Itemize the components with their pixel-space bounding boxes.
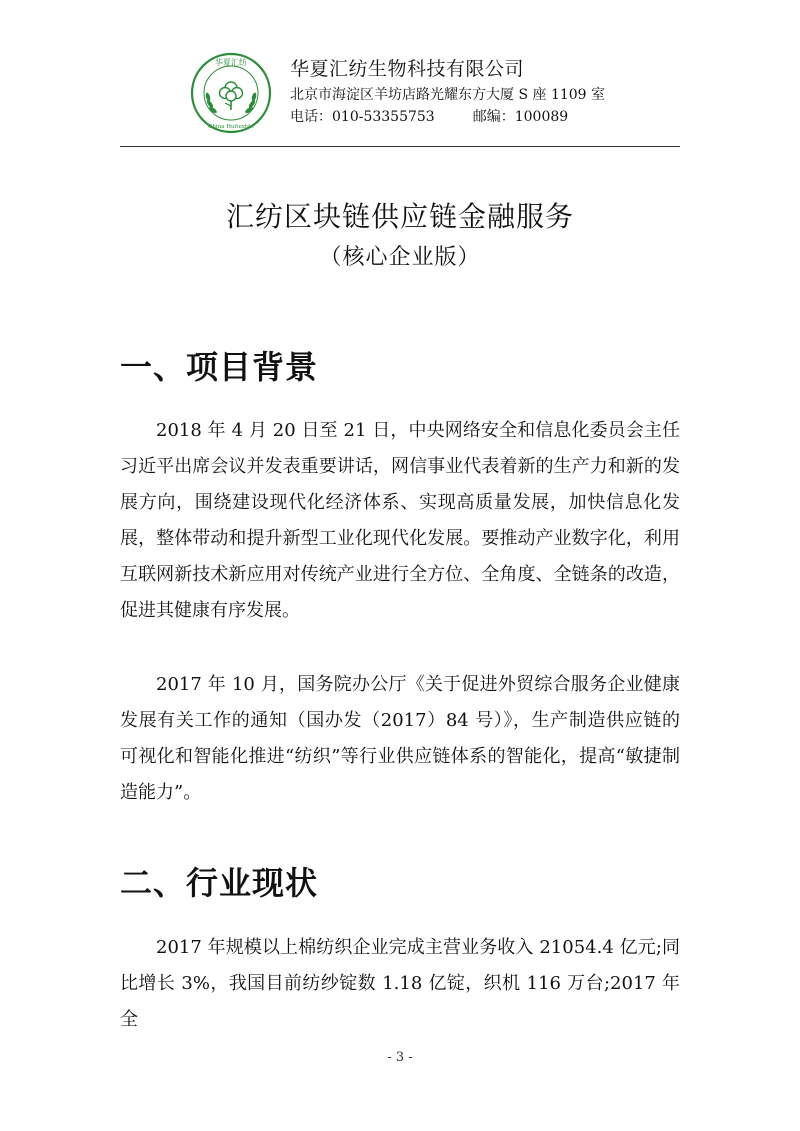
paragraph-industry-status-1: 2017 年规模以上棉纺织企业完成主营业务收入 21054.4 亿元;同比增长 3%，我国目前纺纱锭数 1.18 亿锭，织机 116 万台;2017 年全 bbox=[120, 937, 680, 1030]
section-heading-industry-status: 二、行业现状 bbox=[120, 864, 319, 902]
paragraph-background-2: 2017 年 10 月，国务院办公厅《关于促进外贸综合服务企业健康发展有关工作的通知（国办发（2017）84 号）》，生产制造供应链的可视化和智能化推进“纺织”等行业供应链体系的智能化，提高“敏捷制造能力”。 bbox=[120, 674, 680, 803]
company-contact bbox=[290, 110, 605, 124]
document-title: 汇纺区块链供应链金融服务 bbox=[225, 200, 574, 233]
logo-text-bottom: China Huitextile bbox=[208, 124, 254, 130]
document-subtitle: （核心企业版） bbox=[319, 245, 481, 270]
company-name: 华夏汇纺生物科技有限公司 bbox=[290, 58, 525, 80]
company-phone: 电话：010-53355753 bbox=[290, 109, 435, 125]
letterhead bbox=[290, 60, 605, 124]
logo-text-top: 华夏汇纺 bbox=[215, 58, 247, 67]
section-heading-background: 一、项目背景 bbox=[120, 348, 319, 386]
paragraph-background-1: 2018 年 4 月 20 日至 21 日，中央网络安全和信息化委员会主任习近平出席会议并发表重要讲话，网信事业代表着新的生产力和新的发展方向，围绕建设现代化经济体系、实现高质量发展，加快信息化发展，整体带动和提升新型工业化现代化发展。要推动产业数字化，利用互联网新技术新应用对传统产业进行全方位、全角度、全链条的改造，促进其健康有序发展。 bbox=[120, 420, 680, 621]
page-number: - 3 - bbox=[387, 1050, 413, 1065]
company-address: 北京市海淀区羊坊店路光耀东方大厦 S 座 1109 室 bbox=[290, 87, 606, 103]
header-divider bbox=[120, 146, 680, 147]
company-logo bbox=[190, 52, 272, 134]
company-postcode: 邮编：100089 bbox=[472, 109, 569, 125]
